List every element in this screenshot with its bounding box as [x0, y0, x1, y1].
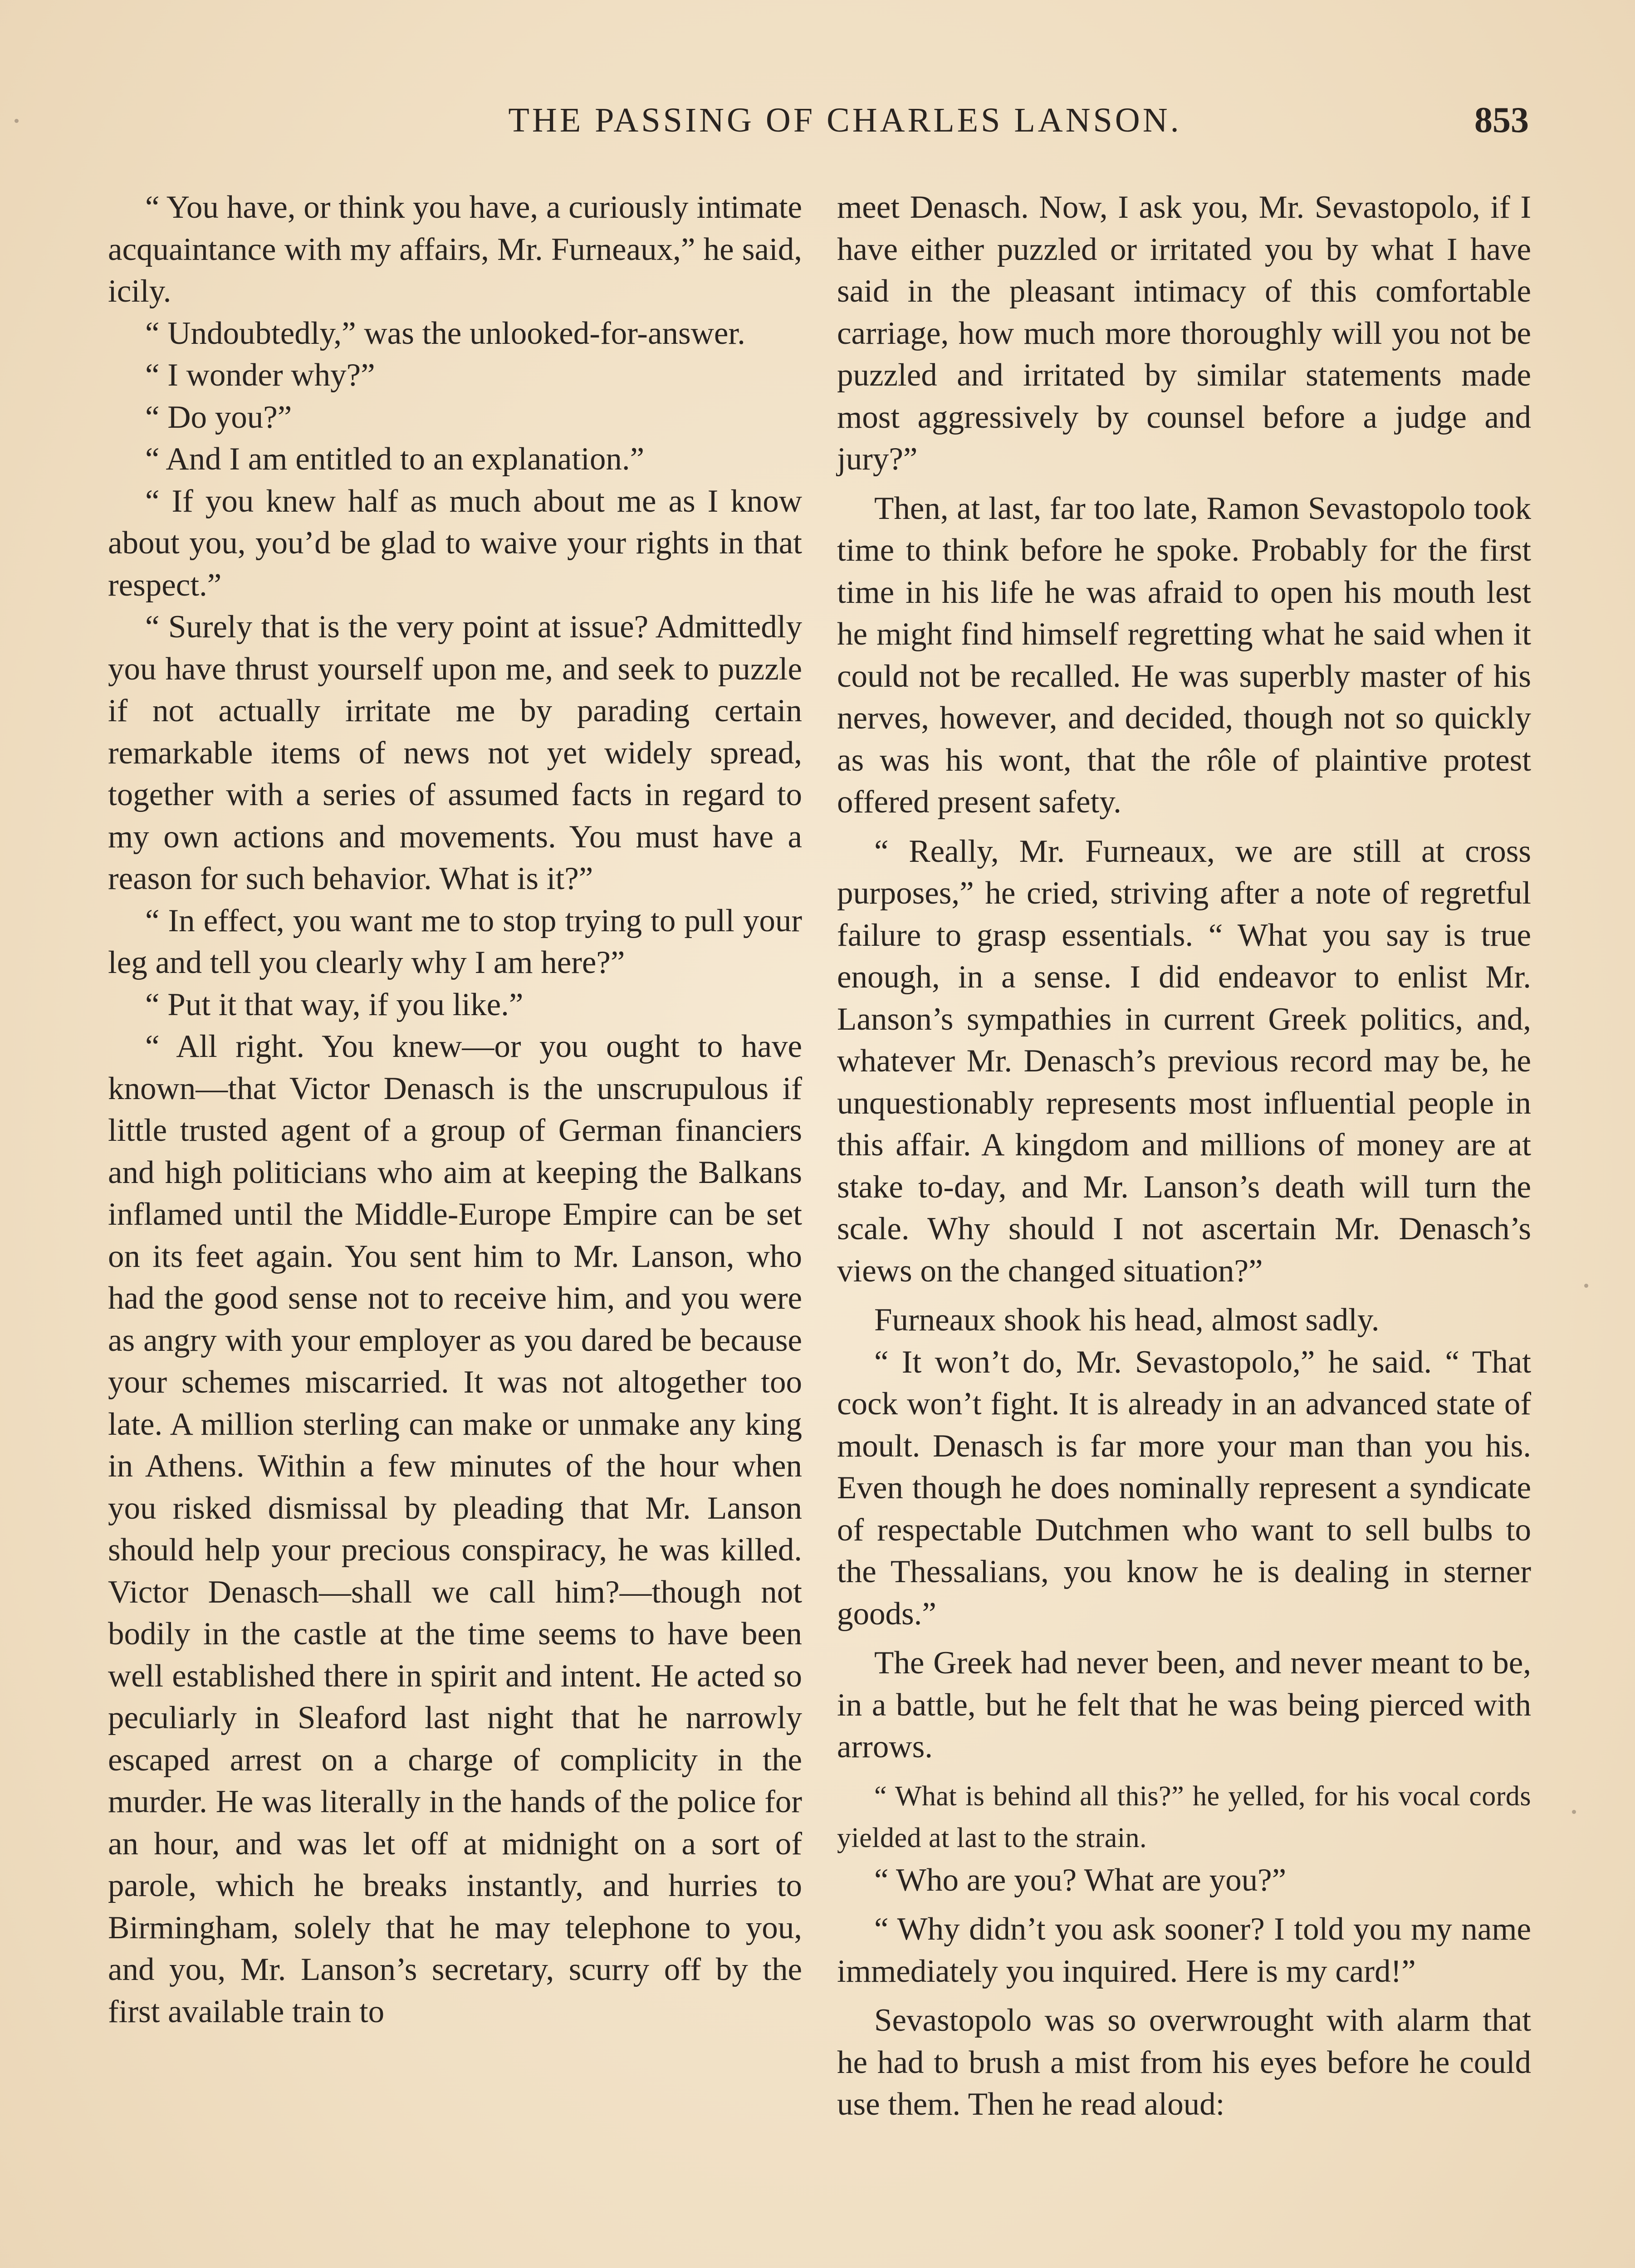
paragraph: “ Really, Mr. Furneaux, we are still at cross purposes,” he cried, striving after a note of regretful failure to grasp essentials. “ What you say is true enough, in a sense. I did endeavor to enlist Mr. Lanson’s sympathies in current Greek politics, and, whatever Mr. Denasch’s previous record may be, he unquestionably represents most influential people in this affair. A kingdom and millions of money are at stake to-day, and Mr. Lanson’s death will turn the scale. Why should I not ascertain Mr. Denasch’s views on the changed situation?”	[837, 833, 1531, 1289]
paragraph: “ Put it that way, if you like.”	[145, 987, 524, 1022]
paragraph: “ Do you?”	[145, 399, 292, 435]
paragraph: “ Undoubtedly,” was the unlooked-for-answer.	[145, 315, 745, 351]
paper-speck	[1572, 1810, 1576, 1814]
paragraph: “ Why didn’t you ask sooner? I told you my name immediately you inquired. Here is my card!”	[837, 1911, 1531, 1989]
paragraph: “ It won’t do, Mr. Sevastopolo,” he said. “ That cock won’t fight. It is already in an advanced state of moult. Denasch is far more your man than you his. Even though he does nominally represent a syndicate of respectable Dutchmen who want to sell bulbs to the Thessalians, you know he is dealing in sterner goods.”	[837, 1344, 1531, 1632]
right-column	[837, 179, 1531, 2126]
left-column	[108, 179, 802, 2033]
paragraph: “ What is behind all this?” he yelled, for his vocal cords yielded at last to the strain.	[837, 1780, 1531, 1853]
paragraph: “ Surely that is the very point at issue? Admittedly you have thrust yourself upon me, and seek to puzzle if not actually irritate me by parading certain remarkable items of news not yet widely spread, together with a series of assumed facts in regard to my own actions and movements. You must have a reason for such behavior. What is it?”	[108, 609, 802, 896]
paper-speck	[15, 119, 19, 123]
paragraph: Sevastopolo was so overwrought with alarm that he had to brush a mist from his eyes before he could use them. Then he read aloud:	[837, 2003, 1531, 2122]
paragraph: “ All right. You knew—or you ought to have known—that Victor Denasch is the unscrupulous if little trusted agent of a group of German financiers and high politicians who aim at keeping the Balkans inflamed until the Middle-Europe Empire can be set on its feet again. You sent him to Mr. Lanson, who had the good sense not to receive him, and you were as angry with your employer as you dared be because your schemes miscarried. It was not altogether too late. A million sterling can make or unmake any king in Athens. Within a few minutes of the hour when you risked dismissal by pleading that Mr. Lanson should help your precious conspiracy, he was killed. Victor Denasch—shall we call him?—though not bodily in the castle at the time seems to have been well established there in spirit and intent. He acted so peculiarly in Sleaford last night that he narrowly escaped arrest on a charge of complicity in the murder. He was literally in the hands of the police for an hour, and was let off at midnight on a sort of parole, which he breaks instantly, and hurries to Birmingham, solely that he may telephone to you, and you, Mr. Lanson’s secretary, scurry off by the first available train to	[108, 1029, 802, 2029]
paragraph: meet Denasch. Now, I ask you, Mr. Sevastopolo, if I have either puzzled or irritated you by what I have said in the pleasant intimacy of this comfortable carriage, how much more thoroughly will you not be puzzled and irritated by similar statements made most aggressively by counsel before a judge and jury?”	[837, 190, 1531, 477]
paper-speck	[1584, 1284, 1588, 1288]
paragraph: “ Who are you? What are you?”	[874, 1862, 1287, 1898]
paragraph: “ If you knew half as much about me as I know about you, you’d be glad to waive your rights in that respect.”	[108, 483, 802, 603]
paragraph: “ I wonder why?”	[145, 357, 375, 393]
paragraph: “ In effect, you want me to stop trying to pull your leg and tell you clearly why I am here?”	[108, 903, 802, 980]
page-header	[107, 93, 1529, 147]
paragraph: Furneaux shook his head, almost sadly.	[874, 1302, 1380, 1338]
paragraph: The Greek had never been, and never meant to be, in a battle, but he felt that he was being pierced with arrows.	[837, 1645, 1531, 1765]
paragraph: “ You have, or think you have, a curiously intimate acquaintance with my affairs, Mr. Furneaux,” he said, icily.	[108, 190, 802, 309]
running-title: THE PASSING OF CHARLES LANSON.	[508, 101, 1182, 139]
paragraph: Then, at last, far too late, Ramon Sevastopolo took time to think before he spoke. Probably for the first time in his life he was afraid to open his mouth lest he might find himself regretting what he said when it could not be recalled. He was superbly master of his nerves, however, and decided, though not so quickly as was his wont, that the rôle of plaintive protest offered present safety.	[837, 490, 1531, 820]
paragraph: “ And I am entitled to an explanation.”	[145, 441, 645, 477]
page-number: 853	[1474, 100, 1529, 140]
